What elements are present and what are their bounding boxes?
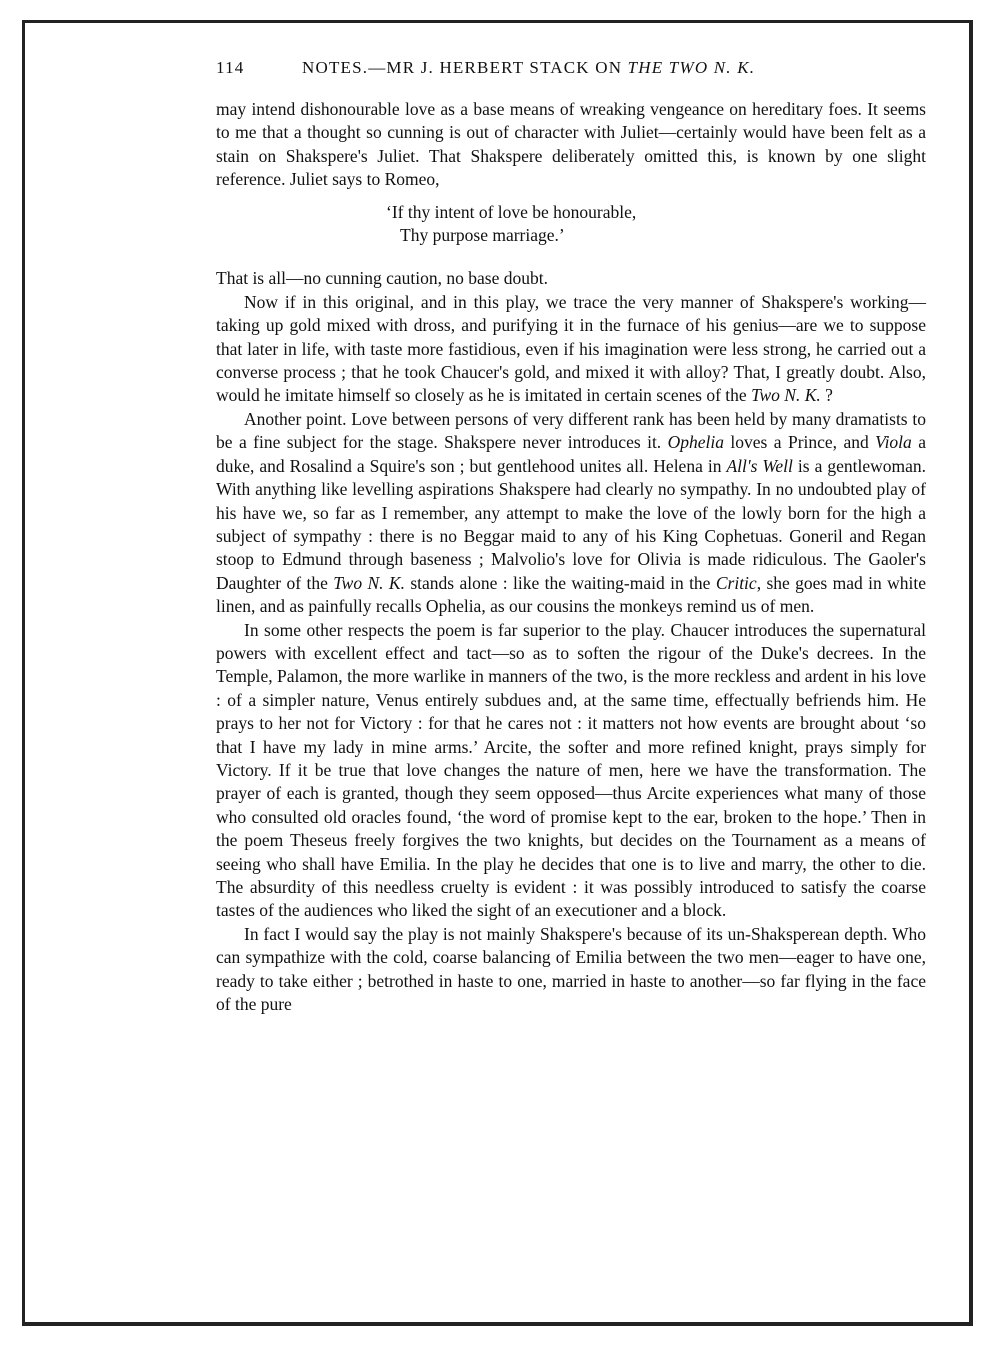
paragraph-4-text-f: , she goes mad in white linen, and as painfully recalls Ophelia, as our cousins the monkeys remind us of men. [216,572,927,617]
body-text [216,98,926,1016]
running-title-prefix: NOTES.—MR J. HERBERT STACK ON [302,58,628,77]
paragraph-4 [216,408,926,619]
paragraph-4-ophelia: Ophelia [667,432,724,453]
page [216,58,926,1016]
running-head [216,58,926,84]
quote-line-1: ‘If thy intent of love be honourable, [386,201,637,222]
quote-line-2: Thy purpose marriage.’ [400,225,565,246]
paragraph-3-text-b: ? [820,385,833,406]
paragraph-4-critic: Critic [715,572,757,593]
paragraph-4-text-c: a duke, and Rosalind a Squire's son ; but gentlehood unites all. Helena in [216,432,926,476]
paragraph-4-two-nk: Two N. K. [333,572,405,593]
block-quote [386,201,926,248]
paragraph-4-text-b: loves a Prince, and [724,432,876,453]
paragraph-6: In fact I would say the play is not mainly Shakspere's because of its un-Shaksperean depth. Who can sympathize with the cold, coarse balancing of Emilia between the two men—eager to have one, ready to take either ; betrothed in haste to one, married in haste to another—so far flying in the face of the pure [216,923,926,1015]
page-number: 114 [216,58,245,77]
paragraph-4-alls-well: All's Well [726,455,793,476]
paragraph-4-viola: Viola [875,432,912,453]
paragraph-3-text-a: Now if in this original, and in this play, we trace the very manner of Shakspere's working—taking up gold mixed with dross, and purifying it in the furnace of his genius—are we to suppose that later in life, with taste more fastidious, even if his imagination were less strong, he carried out a converse process ; that he took Chaucer's gold, and mixed it with alloy? That, I greatly doubt. Also, would he imitate himself so closely as he is imitated in certain scenes of the [216,291,926,406]
paragraph-4-text-d: is a gentlewoman. With anything like levelling aspirations Shakspere had clearly no sympathy. In no undoubted play of his have we, so far as I remember, any attempt to make the love of the lowly born for the high a subject of sympathy : there is no Beggar maid to any of his King Cophetuas. Goneril and Regan stoop to Edmund through baseness ; Malvolio's love for Olivia is made ridiculous. The Gaoler's Daughter of the [216,455,927,593]
running-title-italic: THE TWO N. K. [627,58,756,77]
paragraph-4-text-e: stands alone : like the waiting-maid in the [404,572,716,593]
paragraph-5: In some other respects the poem is far superior to the play. Chaucer introduces the supernatural powers with excellent effect and tact—so as to soften the rigour of the Duke's decrees. In the Temple, Palamon, the more warlike in manners of the two, is the more reckless and ardent in his love : of a simpler nature, Venus entirely subdues and, at the same time, effectually befriends him. He prays to her not for Victory : for that he cares not : it matters not how events are brought about ‘so that I have my lady in mine arms.’ Arcite, the softer and more refined knight, prays simply for Victory. If it be true that love changes the nature of men, here we have the transformation. The prayer of each is granted, though they seem opposed—thus Arcite experiences what many of those who consulted old oracles found, ‘the word of promise kept to the ear, broken to the hope.’ Then in the poem Theseus freely forgives the two knights, but decides on the Tournament as a means of seeing who shall have Emilia. In the play he decides that one is to live and marry, the other to die. The absurdity of this needless cruelty is evident : it was possibly introduced to satisfy the coarse tastes of the audiences who liked the sight of an executioner and a block. [216,619,926,921]
paragraph-3-italic: Two N. K. [751,385,821,406]
running-title [302,58,755,84]
paragraph-4-text-a: Another point. Love between persons of very different rank has been held by many dramatists to be a fine subject for the stage. Shakspere never introduces it. [216,408,926,453]
paragraph-1: may intend dishonourable love as a base means of wreaking vengeance on hereditary foes. It seems to me that a thought so cunning is out of character with Juliet—certainly would have been felt as a stain on Shakspere's Juliet. That Shakspere deliberately omitted this, is known by one slight reference. Juliet says to Romeo, [216,99,926,190]
paragraph-3 [216,291,926,408]
paragraph-2: That is all—no cunning caution, no base doubt. [216,268,548,289]
